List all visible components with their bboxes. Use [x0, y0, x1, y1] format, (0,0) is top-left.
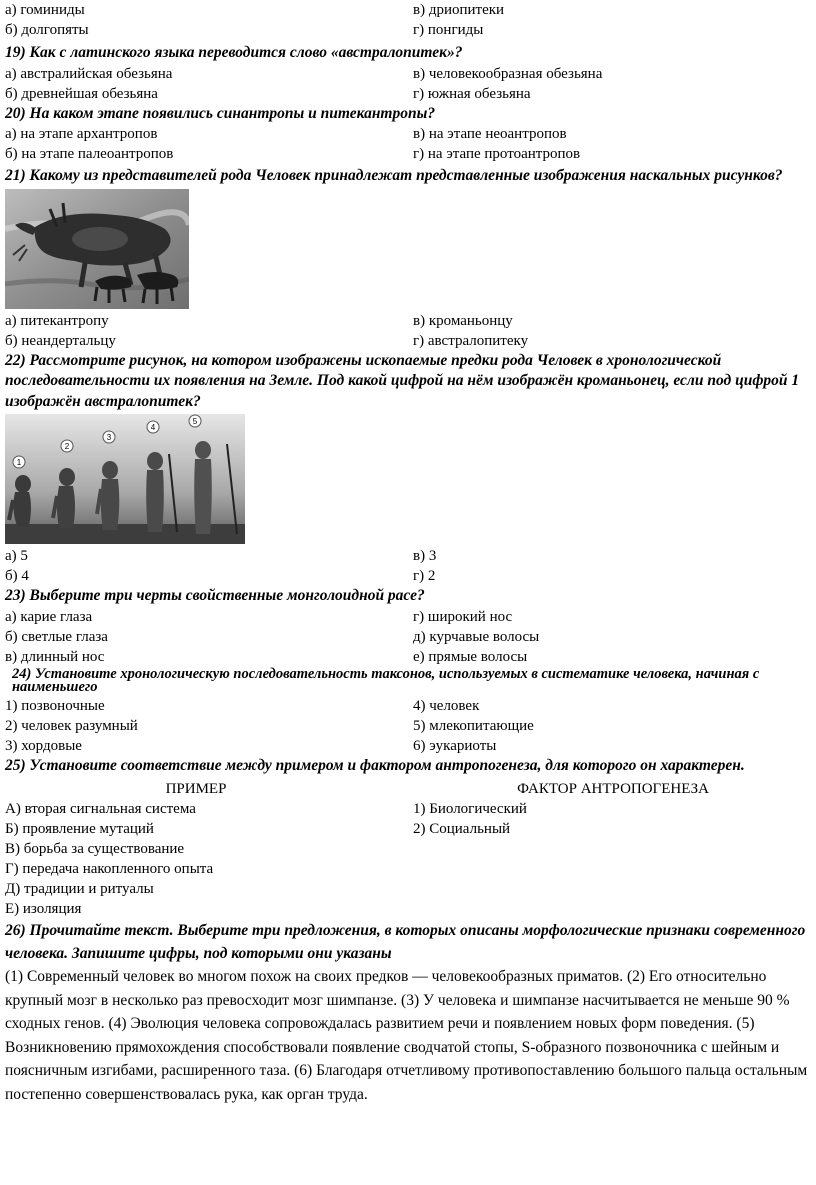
q21-options-row-2 [5, 331, 813, 351]
q25-row-2 [5, 819, 813, 839]
human-evolution-image [5, 414, 245, 544]
q25-row-3 [5, 839, 813, 859]
q24-option-3: 3) хордовые [5, 737, 82, 754]
q25-row-5 [5, 879, 813, 899]
q25-example-v: В) борьба за существование [5, 841, 185, 857]
q22-option-g: г) 2 [413, 568, 436, 584]
q20-option-b: б) на этапе палеоантропов [5, 146, 174, 162]
q23-option-e: е) прямые волосы [413, 648, 528, 665]
q21-option-b: б) неандертальцу [5, 332, 116, 349]
q25-header-row [5, 779, 813, 799]
q19-option-v: в) человекообразная обезьяна [413, 65, 603, 82]
q21-option-a: а) питекантропу [5, 312, 109, 329]
q25-example-a: А) вторая сигнальная система [5, 801, 196, 817]
q20-option-v: в) на этапе неоантропов [413, 126, 567, 142]
q25-left-header: ПРИМЕР [165, 781, 227, 797]
q25-factor-1: 1) Биологический [413, 801, 527, 817]
q25-row-6 [5, 899, 813, 919]
q23-options-row-1 [5, 607, 813, 627]
q23-option-b: б) светлые глаза [5, 628, 108, 645]
q21-option-g: г) австралопитеку [413, 332, 529, 349]
q21-options-row-1 [5, 311, 813, 331]
q19-option-b: б) древнейшая обезьяна [5, 85, 158, 102]
figure-number-4: 4 [150, 423, 156, 432]
q21-question: 21) Какому из представителей рода Человек принадлежат представленные изображения наскальных рисунков? [5, 167, 783, 184]
figure-number-3: 3 [106, 433, 112, 442]
cave-painting-image [5, 189, 189, 309]
q22-option-a: а) 5 [5, 548, 28, 564]
q25-example-g: Г) передача накопленного опыта [5, 861, 214, 877]
q23-options-row-2 [5, 627, 813, 647]
q20-option-a: а) на этапе архантропов [5, 126, 158, 142]
q22-option-v: в) 3 [413, 548, 437, 564]
q24-options-row-3 [5, 736, 813, 756]
q18-option-b: б) долгопяты [5, 22, 89, 38]
q24-options-row-2 [5, 716, 813, 736]
q22-question: 22) Рассмотрите рисунок, на котором изображены ископаемые предки рода Человек в хронологической последовательности их появления на Земле. Под какой цифрой на нём изображён кроманьонец, если под цифрой 1 изображён австралопитек? [5, 351, 800, 410]
q21-option-v: в) кроманьонцу [413, 312, 513, 329]
q19-option-a: а) австралийская обезьяна [5, 65, 173, 82]
q20-options-row-2 [5, 144, 813, 164]
q19-options-row-2 [5, 84, 813, 104]
q20-option-g: г) на этапе протоантропов [413, 146, 581, 162]
q22-options-row-2 [5, 566, 813, 586]
q23-option-d: д) курчавые волосы [413, 628, 540, 645]
q25-right-header: ФАКТОР АНТРОПОГЕНЕЗА [517, 781, 709, 797]
worksheet-page [5, 0, 813, 1106]
q25-example-d: Д) традиции и ритуалы [5, 881, 154, 897]
q19-option-g: г) южная обезьяна [413, 85, 531, 102]
q26-question: 26) Прочитайте текст. Выберите три предложения, в которых описаны морфологические признаки современного человека. Запишите цифры, под которыми они указаны [5, 922, 806, 962]
q19-options-row-1 [5, 64, 813, 84]
q24-option-4: 4) человек [413, 697, 480, 714]
q24-option-1: 1) позвоночные [5, 697, 105, 714]
q18-option-g: г) понгиды [413, 22, 484, 38]
q20-question: 20) На каком этапе появились синантропы и питекантропы? [5, 104, 436, 122]
q18-option-v: в) дриопитеки [413, 2, 505, 18]
q23-option-a: а) карие глаза [5, 608, 93, 625]
q23-option-v: в) длинный нос [5, 648, 105, 665]
q18-option-a: а) гоминиды [5, 2, 85, 18]
q24-option-2: 2) человек разумный [5, 717, 138, 734]
q25-row-1 [5, 799, 813, 819]
q26-passage: (1) Современный человек во многом похож на своих предков — человекообразных приматов. (2) Его относительно крупный мозг в несколько раз превосходит мозг шимпанзе. (3) У человека и шимпанзе насчитывается не меньше 90 % сходных генов. (4) Эволюция человека сопровождалась развитием речи и появлением новых форм поведения. (5) Возникновению прямохождения способствовали появление сводчатой стопы, S-образного позвоночника с шейным и поясничным изгибами, расширенного таза. (6) Благодаря отчетливому противопоставлению большого пальца остальным постепенно совершенствовалась рука, как орган труда. [5, 968, 808, 1103]
q22-options-row-1 [5, 546, 813, 566]
q24-option-6: 6) эукариоты [413, 737, 497, 754]
q19-question: 19) Как с латинского языка переводится слово «австралопитек»? [5, 44, 463, 61]
figure-number-1: 1 [16, 458, 22, 467]
q23-options-row-3 [5, 647, 813, 667]
q23-option-g: г) широкий нос [413, 608, 513, 625]
figure-number-5: 5 [192, 417, 198, 426]
q25-question: 25) Установите соответствие между примером и фактором антропогенеза, для которого он характерен. [5, 756, 745, 774]
q25-row-4 [5, 859, 813, 879]
q18-options-row-2 [5, 20, 813, 40]
q20-options-row-1 [5, 124, 813, 144]
q18-options-row-1 [5, 0, 813, 20]
q24-options-row-1 [5, 696, 813, 716]
figure-number-2: 2 [64, 442, 70, 451]
q22-option-b: б) 4 [5, 568, 29, 584]
q23-question: 23) Выберите три черты свойственные монголоидной расе? [5, 587, 425, 604]
q24-option-5: 5) млекопитающие [413, 717, 534, 734]
q25-example-e: Е) изоляция [5, 901, 82, 917]
q25-example-b: Б) проявление мутаций [5, 821, 154, 837]
q24-question: 24) Установите хронологическую последовательность таксонов, используемых в систематике человека, начиная с наименьшего [12, 665, 760, 695]
q25-factor-2: 2) Социальный [413, 821, 511, 837]
